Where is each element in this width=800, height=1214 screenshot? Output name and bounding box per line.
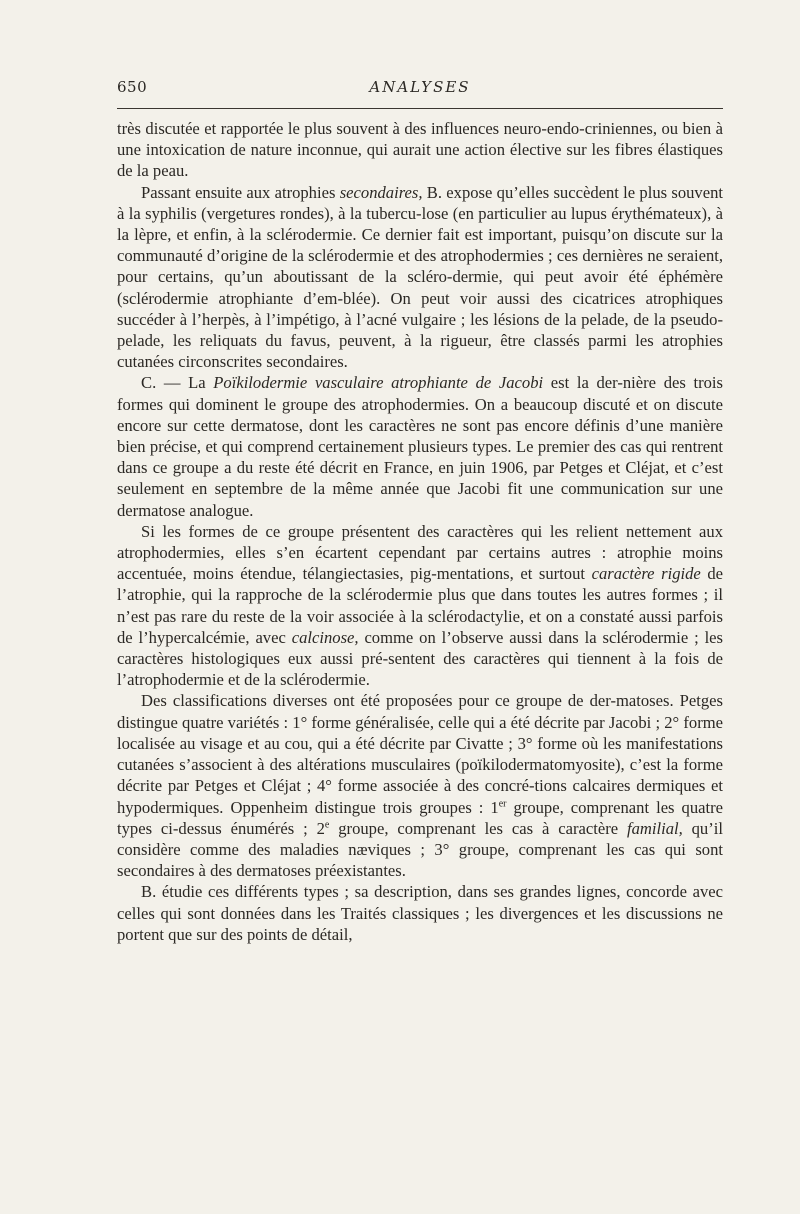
paragraph-text: est la der-nière des trois formes qui dominent le groupe des atrophodermies. On a beaucoup discuté et on discute encore sur cette dermatose, dont les caractères ne sont pas encore définis d’une manière bien précise, et qui comprend certainement plusieurs types. Le premier des cas qui rentrent dans ce groupe a du reste été décrit en France, en juin 1906, par Petges et Cléjat, et c’est seulement en septembre de la même année que Jacobi fit une communication sur une dermatose analogue. xyxy=(117,373,723,520)
paragraph-text: groupe, comprenant les cas à caractère xyxy=(329,818,627,838)
paragraph-text: C. — La xyxy=(141,373,214,393)
paragraph-text: Passant ensuite aux atrophies xyxy=(141,182,340,202)
paragraph-text: groupe, comprenant les quatre types ci-dessus énumérés ; 2 xyxy=(117,797,723,838)
paragraph-p2 xyxy=(117,182,723,373)
superscript-text: er xyxy=(498,797,507,809)
paragraph-p1 xyxy=(117,118,723,182)
paragraph-text: de l’atrophie, qui la rapproche de la sclérodermie plus que dans toutes les autres formes ; il n’est pas rare du reste de la voir associée à la sclérodactylie, et on a constaté aussi parfois de l’hypercalcémie, avec xyxy=(117,564,724,647)
paragraph-text: B. expose qu’elles succèdent le plus souvent à la syphilis (vergetures rondes), à la tubercu-lose (en particulier au lupus érythémateux), à la lèpre, et enfin, à la sclérodermie. Ce dernier fait est important, puisqu’on discute sur la communauté d’origine de la sclérodermie et des atrophodermies ; ces dernières ne seraient, pour certains, qu’un aboutissant de la scléro-dermie, qui peut avoir été éphémère (sclérodermie atrophiante d’em-blée). On peut voir aussi des cicatrices atrophiques succéder à l’herpès, à l’impétigo, à l’acné vulgaire ; les lésions de la pelade, de la pseudo-pelade, les reliquats du favus, peuvent, à la rigueur, être classés parmi les atrophies cutanées circonscrites secondaires. xyxy=(117,182,723,372)
body-text xyxy=(117,118,723,945)
paragraph-text: Des classifications diverses ont été proposées pour ce groupe de der-matoses. Petges distingue quatre variétés : 1° forme généralisée, celle qui a été décrite par Jacobi ; 2° forme localisée au visage et au cou, qui a été décrite par Civatte ; 3° forme où les manifestations cutanées s’associent à des altérations musculaires (poïkilodermatomyosite), c’est la forme décrite par Petges et Cléjat ; 4° forme associée à des concré-tions calcaires dermiques et hypodermiques. Oppenheim distingue trois groupes : 1 xyxy=(117,691,723,817)
italic-text: Poïkilodermie vasculaire atrophiante de Jacobi xyxy=(213,373,544,393)
paragraph-text: Si les formes de ce groupe présentent des caractères qui les relient nettement aux atrophodermies, elles s’en écartent cependant par certains autres : atrophie moins accentuée, moins étendue, télangiectasies, pig-mentations, et surtout xyxy=(117,521,723,584)
paragraph-p5 xyxy=(117,690,723,881)
paragraph-p4 xyxy=(117,521,723,691)
superscript-text: e xyxy=(324,819,330,831)
italic-text: calcinose, xyxy=(291,627,359,647)
page-number: 650 xyxy=(117,78,148,96)
paragraph-text: qu’il considère comme des maladies næviques ; 3° groupe, comprenant les cas qui sont secondaires à des dermatoses préexistantes. xyxy=(117,818,723,881)
paragraph-p6 xyxy=(117,881,723,945)
italic-text: secondaires, xyxy=(339,182,423,202)
page-header xyxy=(117,78,723,100)
paragraph-text: très discutée et rapportée le plus souvent à des influences neuro-endo-criniennes, ou bien à une intoxication de nature inconnue, qui aurait une action élective sur les fibres élastiques de la peau. xyxy=(117,119,723,181)
italic-text: familial, xyxy=(626,818,683,838)
paragraph-text: comme on l’observe aussi dans la sclérodermie ; les caractères histologiques eux aussi pré-sentent des caractères qui tiennent à la fois de l’atrophodermie et de la sclérodermie. xyxy=(117,627,723,690)
italic-text: caractère rigide xyxy=(591,564,701,584)
header-rule xyxy=(117,108,723,109)
running-title: ANALYSES xyxy=(369,78,471,96)
paragraph-text: B. étudie ces différents types ; sa description, dans ses grandes lignes, concorde avec celles qui sont données dans les Traités classiques ; les divergences et les discussions ne portent que sur des points de détail, xyxy=(117,882,723,944)
paragraph-p3 xyxy=(117,372,723,520)
